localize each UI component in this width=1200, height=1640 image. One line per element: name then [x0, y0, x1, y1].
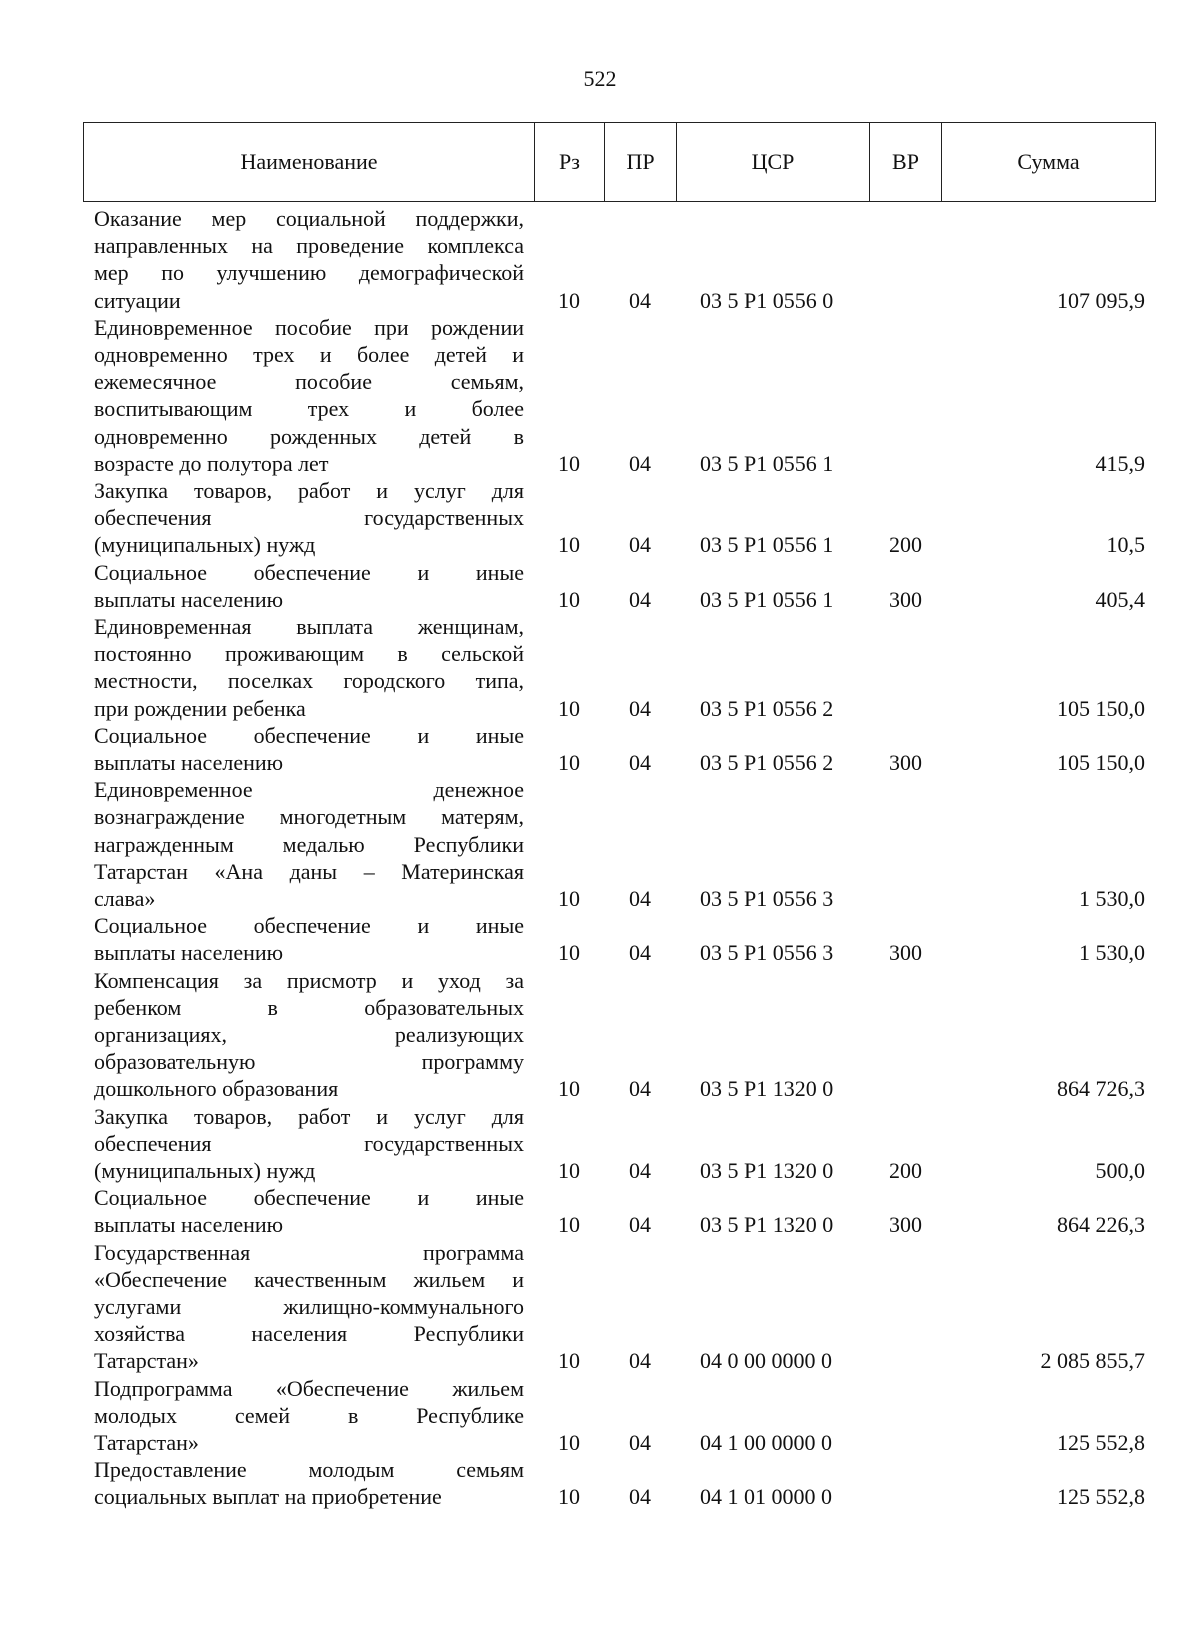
row-pr: 04 [629, 749, 651, 775]
row-name [94, 1375, 524, 1457]
table-row [0, 314, 1200, 477]
row-name [94, 722, 524, 776]
row-csr: 03 5 P1 0556 1 [700, 532, 834, 558]
row-name-line: Социальное обеспечение и иные [94, 722, 524, 748]
row-name-line: Единовременная выплата женщинам, [94, 614, 524, 639]
row-name-line: воспитывающим трех и более [94, 396, 524, 422]
row-name-line: «Обеспечение качественным жильем и [94, 1266, 524, 1292]
row-rz: 10 [558, 1348, 580, 1374]
row-vr: 200 [889, 532, 922, 558]
row-name-line: одновременно трех и более детей и [94, 342, 524, 367]
row-csr: 04 0 00 0000 0 [700, 1348, 832, 1374]
row-name [94, 613, 524, 722]
row-name-line: ребенком в образовательных [94, 994, 524, 1020]
row-sum: 500,0 [1095, 1157, 1145, 1183]
header-vr: ВР [870, 123, 942, 201]
row-name-line: выплаты населению [94, 940, 284, 966]
table-row [0, 1103, 1200, 1185]
row-csr: 03 5 P1 0556 2 [700, 695, 834, 721]
table-header [83, 122, 1156, 202]
row-name-line: Татарстан «Ана даны – Материнская [94, 858, 524, 884]
table-row [0, 912, 1200, 966]
row-sum: 1 530,0 [1079, 940, 1145, 966]
row-rz: 10 [558, 1484, 580, 1510]
row-name [94, 205, 524, 314]
row-csr: 03 5 P1 1320 0 [700, 1212, 834, 1238]
row-name-line: организациях, реализующих [94, 1022, 524, 1047]
row-pr: 04 [629, 1157, 651, 1183]
row-name-line: Социальное обеспечение и иные [94, 913, 524, 939]
row-name-line: Компенсация за присмотр и уход за [94, 967, 524, 993]
row-name [94, 477, 524, 559]
row-name-line: обеспечения государственных [94, 505, 524, 531]
row-name [94, 776, 524, 912]
row-rz: 10 [558, 532, 580, 558]
row-name-line: ежемесячное пособие семьям, [94, 369, 524, 395]
row-pr: 04 [629, 287, 651, 313]
row-name-line: Единовременное денежное [94, 777, 524, 803]
row-rz: 10 [558, 287, 580, 313]
table-row [0, 1184, 1200, 1238]
row-rz: 10 [558, 1212, 580, 1238]
row-rz: 10 [558, 586, 580, 612]
row-vr: 300 [889, 749, 922, 775]
table-row [0, 205, 1200, 314]
row-name-line: выплаты населению [94, 586, 284, 612]
row-name-line: вознаграждение многодетным матерям, [94, 804, 524, 830]
row-sum: 10,5 [1106, 532, 1145, 558]
row-name-line: Подпрограмма «Обеспечение жильем [94, 1375, 524, 1401]
row-sum: 125 552,8 [1057, 1429, 1145, 1455]
row-sum: 107 095,9 [1057, 287, 1145, 313]
row-rz: 10 [558, 1157, 580, 1183]
header-csr: ЦСР [677, 123, 870, 201]
row-sum: 2 085 855,7 [1040, 1348, 1145, 1374]
row-csr: 03 5 P1 0556 3 [700, 885, 834, 911]
row-rz: 10 [558, 450, 580, 476]
header-name: Наименование [84, 123, 535, 201]
row-name [94, 1456, 524, 1510]
row-sum: 415,9 [1095, 450, 1145, 476]
row-name-line: выплаты населению [94, 1212, 284, 1238]
row-pr: 04 [629, 1429, 651, 1455]
row-pr: 04 [629, 1076, 651, 1102]
row-pr: 04 [629, 885, 651, 911]
row-name-line: Социальное обеспечение и иные [94, 559, 524, 585]
row-csr: 03 5 P1 0556 0 [700, 287, 834, 313]
row-vr: 200 [889, 1157, 922, 1183]
row-pr: 04 [629, 1484, 651, 1510]
row-name [94, 912, 524, 966]
table-row [0, 1456, 1200, 1510]
row-name-line: Социальное обеспечение и иные [94, 1185, 524, 1211]
row-name-line: Закупка товаров, работ и услуг для [94, 478, 524, 503]
row-name-line: (муниципальных) нужд [94, 532, 316, 558]
row-name-line: возрасте до полутора лет [94, 450, 329, 476]
header-rz: Рз [535, 123, 605, 201]
table-row [0, 1239, 1200, 1375]
row-sum: 405,4 [1095, 586, 1145, 612]
row-name-line: местности, поселках городского типа, [94, 668, 524, 694]
row-name-line: молодых семей в Республике [94, 1402, 524, 1428]
row-sum: 125 552,8 [1057, 1484, 1145, 1510]
row-name-line: Татарстан» [94, 1348, 199, 1374]
row-pr: 04 [629, 1212, 651, 1238]
header-pr: ПР [605, 123, 677, 201]
row-name-line: социальных выплат на приобретение [94, 1484, 442, 1510]
row-rz: 10 [558, 1076, 580, 1102]
row-pr: 04 [629, 695, 651, 721]
row-name-line: слава» [94, 886, 156, 911]
row-csr: 03 5 P1 0556 3 [700, 940, 834, 966]
row-name-line: одновременно рожденных детей в [94, 423, 524, 449]
row-name [94, 967, 524, 1103]
row-csr: 03 5 P1 1320 0 [700, 1157, 834, 1183]
row-name-line: Татарстан» [94, 1430, 199, 1455]
row-sum: 1 530,0 [1079, 885, 1145, 911]
table-row [0, 1375, 1200, 1457]
row-name-line: образовательную программу [94, 1049, 524, 1075]
row-name-line: Единовременное пособие при рождении [94, 314, 524, 340]
row-csr: 04 1 01 0000 0 [700, 1484, 832, 1510]
row-name-line: ситуации [94, 287, 181, 313]
header-sum: Сумма [1017, 149, 1080, 174]
row-name-line: хозяйства населения Республики [94, 1321, 524, 1347]
row-name-line: мер по улучшению демографической [94, 260, 524, 286]
row-sum: 105 150,0 [1057, 749, 1145, 775]
row-rz: 10 [558, 885, 580, 911]
row-rz: 10 [558, 1429, 580, 1455]
row-name-line: дошкольного образования [94, 1076, 339, 1102]
row-name-line: Оказание мер социальной поддержки, [94, 206, 524, 231]
row-csr: 03 5 P1 0556 1 [700, 450, 834, 476]
table-row [0, 722, 1200, 776]
row-name-line: обеспечения государственных [94, 1130, 524, 1156]
row-name-line: (муниципальных) нужд [94, 1158, 316, 1183]
row-name [94, 1239, 524, 1375]
row-pr: 04 [629, 940, 651, 966]
row-csr: 03 5 P1 0556 1 [700, 586, 834, 612]
row-sum: 105 150,0 [1057, 695, 1145, 721]
row-sum: 864 226,3 [1057, 1212, 1145, 1238]
table-row [0, 967, 1200, 1103]
row-name-line: награжденным медалью Республики [94, 831, 524, 857]
row-pr: 04 [629, 450, 651, 476]
row-vr: 300 [889, 586, 922, 612]
row-name-line: услугами жилищно-коммунального [94, 1294, 524, 1319]
row-name [94, 1103, 524, 1185]
row-rz: 10 [558, 695, 580, 721]
row-pr: 04 [629, 532, 651, 558]
row-name [94, 559, 524, 613]
row-name-line: Предоставление молодым семьям [94, 1457, 524, 1483]
row-sum: 864 726,3 [1057, 1076, 1145, 1102]
row-rz: 10 [558, 940, 580, 966]
row-rz: 10 [558, 749, 580, 775]
row-name-line: выплаты населению [94, 750, 284, 775]
row-pr: 04 [629, 1348, 651, 1374]
row-vr: 300 [889, 1212, 922, 1238]
row-pr: 04 [629, 586, 651, 612]
row-csr: 04 1 00 0000 0 [700, 1429, 832, 1455]
table-row [0, 776, 1200, 912]
page-number: 522 [583, 66, 617, 91]
row-name-line: Закупка товаров, работ и услуг для [94, 1103, 524, 1129]
table-row [0, 613, 1200, 722]
row-name [94, 314, 524, 477]
table-row [0, 477, 1200, 559]
row-csr: 03 5 P1 0556 2 [700, 749, 834, 775]
row-name-line: направленных на проведение комплекса [94, 233, 524, 259]
row-name-line: постоянно проживающим в сельской [94, 641, 524, 667]
row-name-line: при рождении ребенка [94, 695, 306, 721]
row-vr: 300 [889, 940, 922, 966]
row-name-line: Государственная программа [94, 1239, 524, 1265]
table-row [0, 559, 1200, 613]
row-csr: 03 5 P1 1320 0 [700, 1076, 834, 1102]
row-name [94, 1184, 524, 1238]
